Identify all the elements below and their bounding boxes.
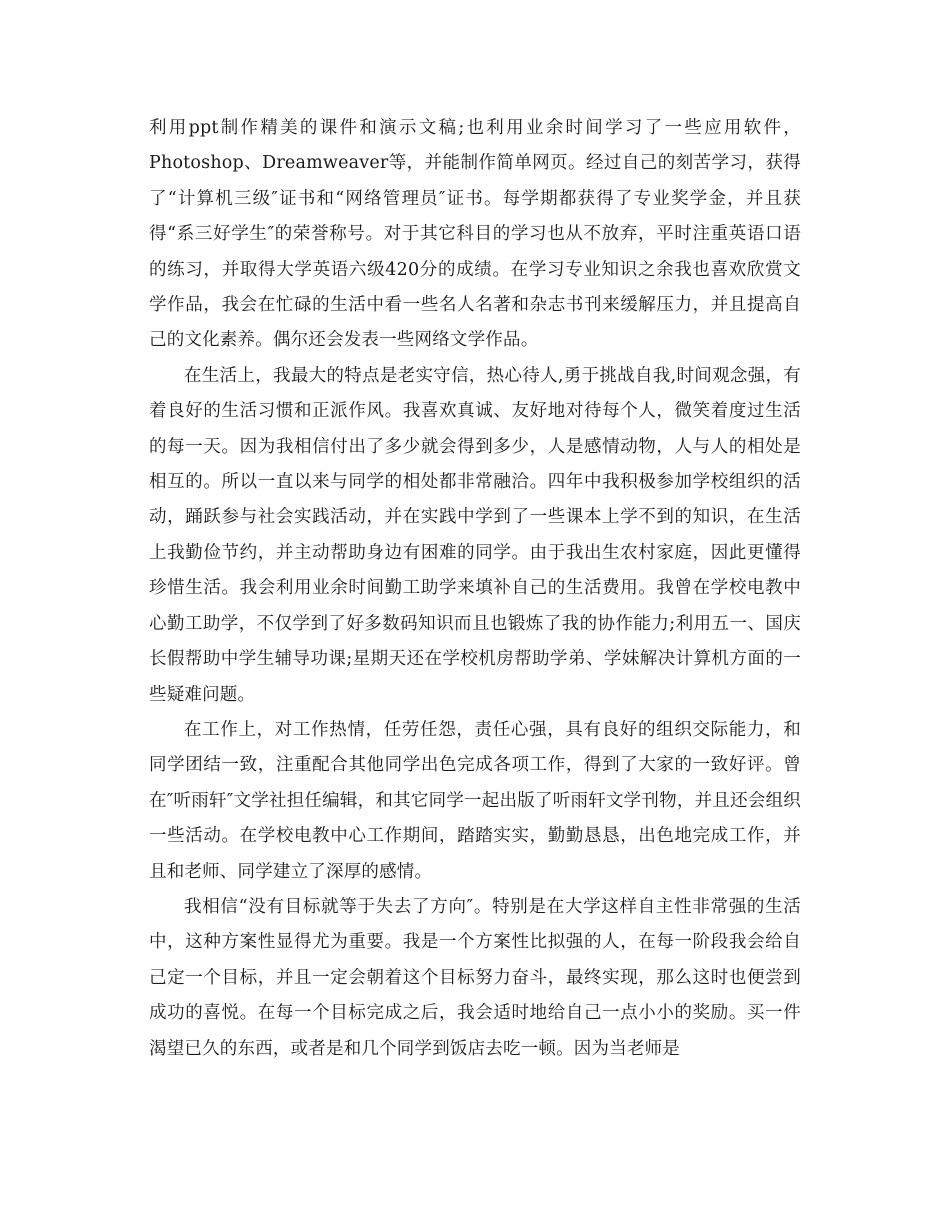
paragraph-life: 在生活上，我最大的特点是老实守信，热心待人,勇于挑战自我,时间观念强，有着良好的生活习惯和正派作风。我喜欢真诚、友好地对待每个人，微笑着度过生活的每一天。因为我相信付出了多少就会得到多少，人是感情动物，人与人的相处是相互的。所以一直以来与同学的相处都非常融洽。四年中我积极参加学校组织的活动，踊跃参与社会实践活动，并在实践中学到了一些课本上学不到的知识，在生活上我勤俭节约，并主动帮助身边有困难的同学。由于我出生农村家庭，因此更懂得珍惜生活。我会利用业余时间勤工助学来填补自己的生活费用。我曾在学校电教中心勤工助学，不仅学到了好多数码知识而且也锻炼了我的协作能力;利用五一、国庆长假帮助中学生辅导功课;星期天还在学校机房帮助学弟、学妹解决计算机方面的一些疑难问题。: [149, 365, 801, 705]
paragraph-work: 在工作上，对工作热情，任劳任怨，责任心强，具有良好的组织交际能力，和同学团结一致，注重配合其他同学出色完成各项工作，得到了大家的一致好评。曾在″听雨轩″文学社担任编辑，和其它同学一起出版了听雨轩文学刊物，并且还会组织一些活动。在学校电教中心工作期间，踏踏实实，勤勤恳恳，出色地完成工作，并且和老师、同学建立了深厚的感情。: [149, 719, 801, 882]
document-body: [149, 111, 801, 1067]
paragraph-study-continued: 利用ppt制作精美的课件和演示文稿;也利用业余时间学习了一些应用软件，Photoshop、Dreamweaver等，并能制作简单网页。经过自己的刻苦学习，获得了“计算机三级″证书和“网络管理员″证书。每学期都获得了专业奖学金，并且获得“系三好学生″的荣誉称号。对于其它科目的学习也从不放弃，平时注重英语口语的练习，并取得大学英语六级420分的成绩。在学习专业知识之余我也喜欢欣赏文学作品，我会在忙碌的生活中看一些名人名著和杂志书刊来缓解压力，并且提高自己的文化素养。偶尔还会发表一些网络文学作品。: [149, 118, 801, 351]
paragraph-goals: 我相信“没有目标就等于失去了方向″。特别是在大学这样自主性非常强的生活中，这种方案性显得尤为重要。我是一个方案性比拟强的人，在每一阶段我会给自己定一个目标，并且一定会朝着这个目标努力奋斗，最终实现，那么这时也便尝到成功的喜悦。在每一个目标完成之后，我会适时地给自己一点小小的奖励。买一件渴望已久的东西，或者是和几个同学到饭店去吃一顿。因为当老师是: [149, 896, 801, 1059]
